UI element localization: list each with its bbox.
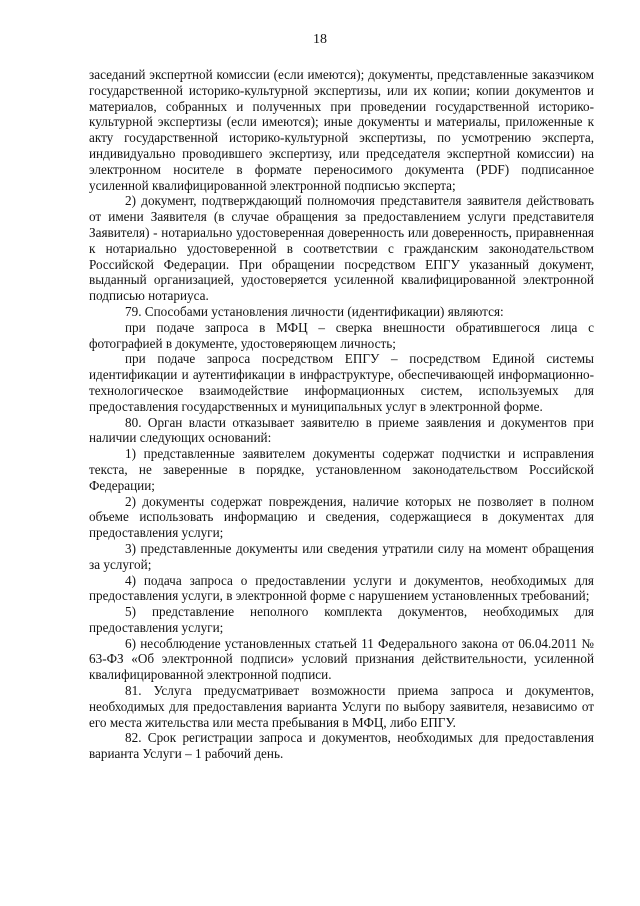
paragraph-refusal-6: 6) несоблюдение установленных статьей 11 Федерального закона от 06.04.2011 № 63-ФЗ «Об электронной подписи» условий признания действительности, усиленной квалифицированной электронной подписи. [89, 635, 594, 683]
paragraph-refusal-1: 1) представленные заявителем документы содержат подчистки и исправления текста, не заверенные в порядке, установленном законодательством Российской Федерации; [89, 446, 594, 493]
document-body [89, 67, 594, 762]
paragraph-epgu-identification: при подаче запроса посредством ЕПГУ – посредством Единой системы идентификации и аутентификации в инфраструктуре, обеспечивающей информационно-технологическое взаимодействие информационных систем, используемых для предоставления государственных и муниципальных услуг в электронной форме. [89, 351, 594, 414]
paragraph-81-request-acceptance: 81. Услуга предусматривает возможности приема запроса и документов, необходимых для предоставления варианта Услуги по выбору заявителя, независимо от его места жительства или места пребывания в МФЦ, либо ЕПГУ. [89, 683, 594, 730]
paragraph-refusal-2: 2) документы содержат повреждения, наличие которых не позволяет в полном объеме использовать информацию и сведения, содержащиеся в документах для предоставления услуги; [89, 493, 594, 541]
paragraph-82-registration-term: 82. Срок регистрации запроса и документов, необходимых для предоставления варианта Услуги – 1 рабочий день. [89, 730, 594, 762]
paragraph-80-refusal-grounds: 80. Орган власти отказывает заявителю в приеме заявления и документов при наличии следующих оснований: [89, 414, 594, 446]
paragraph-refusal-5: 5) представление неполного комплекта документов, необходимых для предоставления услуги; [89, 604, 594, 635]
paragraph-mfc-identification: при подаче запроса в МФЦ – сверка внешности обратившегося лица с фотографией в документе, удостоверяющем личность; [89, 319, 594, 351]
page-number: 18 [313, 32, 327, 47]
paragraph-refusal-3: 3) представленные документы или сведения утратили силу на момент обращения за услугой; [89, 540, 594, 572]
paragraph-continuation: заседаний экспертной комиссии (если имеются); документы, представленные заказчиком государственной историко-культурной экспертизы, или их копии; копии документов и материалов, собранных и полученных при проведении государственной историко-культурной экспертизы (если имеются); иные документы и материалы, приложенные к акту государственной историко-культурной экспертизы, по усмотрению эксперта, индивидуально проводившего экспертизу, или председателя экспертной комиссии) на электронном носителе в формате переносимого документа (PDF) подписанное усиленной квалифицированной электронной подписью эксперта; [89, 67, 594, 193]
paragraph-refusal-4: 4) подача запроса о предоставлении услуги и документов, необходимых для предоставления услуги, в электронной форме с нарушением установленных требований; [89, 572, 594, 604]
paragraph-item-2-power-of-attorney: 2) документ, подтверждающий полномочия представителя заявителя действовать от имени Заявителя (в случае обращения за предоставлением услуги представителя Заявителя) - нотариально удостоверенная доверенность или доверенность, приравненная к нотариально удостоверенной в соответствии с гражданским законодательством Российской Федерации. При обращении посредством ЕПГУ указанный документ, выданный организацией, удостоверяется усиленной квалифицированной электронной подписью нотариуса. [89, 193, 594, 304]
paragraph-79-identification-methods: 79. Способами установления личности (идентификации) являются: [125, 303, 504, 319]
